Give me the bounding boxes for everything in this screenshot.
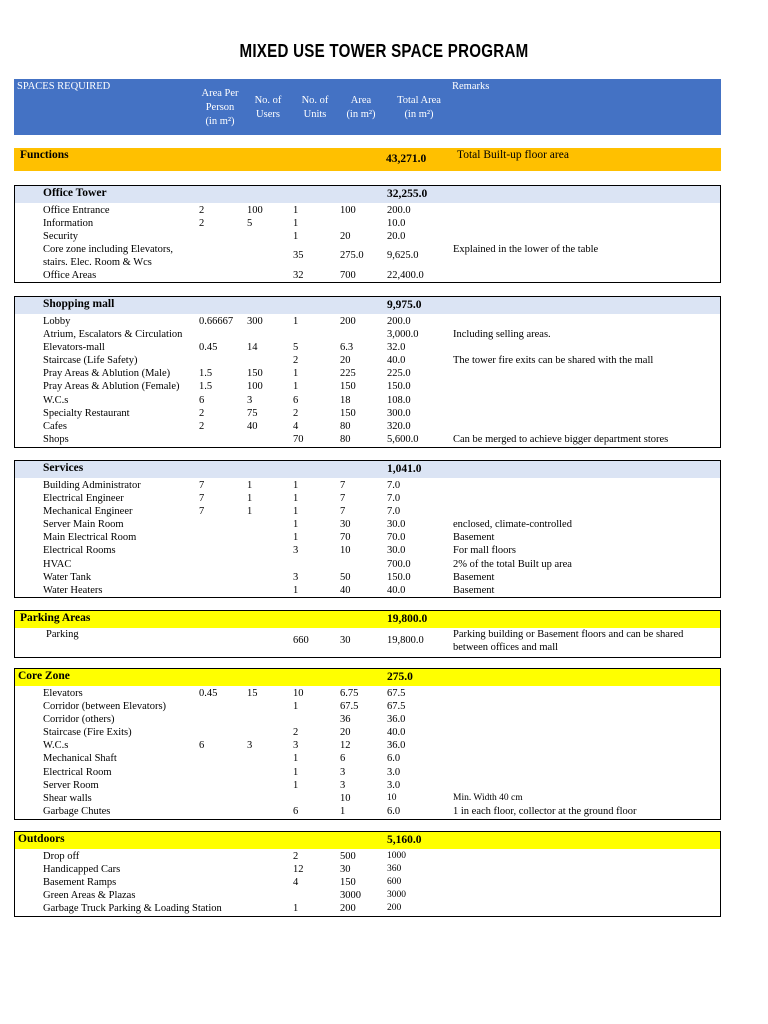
table-row: [15, 492, 720, 505]
row-total: 360: [387, 864, 402, 875]
row-area: 0.45: [199, 688, 218, 699]
row-total: 150.0: [387, 571, 411, 583]
row-aream: 18: [340, 394, 351, 406]
row-units: 1: [293, 368, 299, 380]
row-remark: Can be merged to achieve bigger department stores: [453, 433, 669, 445]
section-office-tower: [14, 185, 721, 283]
row-space-name: Shops: [43, 433, 69, 445]
row-aream: 6: [340, 753, 346, 765]
row-total: 10.0: [387, 218, 406, 230]
section-rows: [15, 687, 720, 818]
row-total: 200.0: [387, 205, 411, 216]
row-units: 3: [293, 571, 299, 583]
row-total: 40.0: [387, 355, 406, 367]
row-units: 70: [293, 433, 304, 445]
row-units: 32: [293, 270, 304, 282]
row-users: 1: [247, 480, 253, 491]
table-row: [15, 752, 720, 765]
row-aream: 12: [340, 740, 351, 752]
table-row: [15, 479, 720, 492]
row-aream: 275.0: [340, 250, 364, 262]
row-total: 30.0: [387, 545, 406, 557]
row-users: 1: [247, 506, 253, 518]
table-row: [15, 889, 720, 902]
row-total: 9,625.0: [387, 250, 419, 262]
row-aream: 80: [340, 420, 351, 432]
header-area-per-person: Area Per Person (in m²): [201, 88, 239, 127]
header-no-of-units: No. of Units: [301, 95, 329, 120]
row-aream: 6.3: [340, 342, 354, 354]
row-total: 3,000.0: [387, 329, 419, 341]
row-space-name: Specialty Restaurant: [43, 407, 130, 419]
row-remark: Explained in the lower of the table: [453, 244, 599, 256]
row-users: 3: [247, 740, 253, 752]
row-area: 1.5: [199, 368, 213, 380]
row-units: 1: [293, 381, 299, 393]
section-outdoors: [14, 831, 721, 917]
table-row: [15, 766, 720, 779]
row-aream: 150: [340, 381, 356, 393]
row-total: 40.0: [387, 584, 406, 596]
row-space-name: Water Tank: [43, 571, 92, 583]
section-label: Shopping mall: [43, 298, 115, 310]
row-area: 2: [199, 407, 205, 419]
section-rows: [15, 850, 720, 915]
row-remark: For mall floors: [453, 545, 516, 557]
row-units: 5: [293, 342, 299, 354]
row-units: 4: [293, 877, 299, 889]
row-area: 2: [199, 205, 205, 216]
row-units: 3: [293, 545, 299, 557]
table-row: [15, 544, 720, 557]
row-aream: 10: [340, 545, 351, 557]
row-space-name: Office Entrance: [43, 205, 110, 216]
section-header-band: [15, 186, 720, 203]
section-header-band: [15, 461, 720, 478]
row-aream: 1: [340, 805, 346, 817]
header-total-area: Total Area (in m²): [397, 95, 441, 120]
table-row: [15, 367, 720, 380]
row-area: 0.45: [199, 342, 218, 354]
row-area: 6: [199, 740, 205, 752]
row-total: 7.0: [387, 480, 401, 491]
row-units: 1: [293, 519, 299, 531]
row-remark: Including selling areas.: [453, 329, 551, 341]
row-aream: 20: [340, 355, 351, 367]
section-total: 1,041.0: [387, 463, 422, 475]
row-users: 1: [247, 493, 253, 505]
row-total: 3.0: [387, 779, 401, 791]
section-header-band: [15, 297, 720, 314]
row-total: 19,800.0: [387, 635, 424, 646]
row-space-name: Information: [43, 218, 94, 230]
row-total: 67.5: [387, 701, 406, 713]
row-users: 100: [247, 381, 263, 393]
section-rows: [15, 315, 720, 446]
section-label: Core Zone: [18, 670, 70, 682]
row-space-name: Security: [43, 231, 78, 243]
row-units: 2: [293, 407, 299, 419]
section-total: 32,255.0: [387, 188, 428, 200]
row-aream: 200: [340, 903, 356, 915]
row-total: 6.0: [387, 753, 401, 765]
section-header-band: [15, 669, 720, 686]
row-space-name: Pray Areas & Ablution (Female): [43, 381, 180, 393]
row-space-name: Garbage Truck Parking & Loading Station: [43, 903, 222, 915]
header-area: Area (in m²): [346, 95, 376, 120]
table-row: [15, 380, 720, 393]
row-remark: 2% of the total Built up area: [453, 558, 572, 570]
row-space-name: Atrium, Escalators & Circulation: [43, 329, 183, 341]
row-space-name: Garbage Chutes: [43, 805, 111, 817]
row-space-name: Mechanical Shaft: [43, 753, 117, 765]
row-remark: The tower fire exits can be shared with the mall: [453, 355, 654, 367]
row-aream: 20: [340, 727, 351, 739]
row-aream: 200: [340, 316, 356, 327]
row-space-name: Building Administrator: [43, 480, 141, 491]
header-remarks: Remarks: [452, 81, 490, 92]
section-total: 9,975.0: [387, 299, 422, 311]
row-units: 2: [293, 727, 299, 739]
section-label: Services: [43, 462, 84, 474]
row-units: 1: [293, 506, 299, 518]
row-aream: 100: [340, 205, 356, 216]
row-area: 6: [199, 394, 205, 406]
row-aream: 500: [340, 851, 356, 862]
row-space-name: Shear walls: [43, 792, 92, 804]
table-row: [15, 269, 720, 282]
table-row: [15, 420, 720, 433]
row-space-name: Lobby: [43, 316, 71, 327]
row-aream: 3000: [340, 890, 361, 902]
section-shopping-mall: [14, 296, 721, 448]
row-area: 2: [199, 218, 205, 230]
row-area: 1.5: [199, 381, 213, 393]
functions-total: 43,271.0: [386, 153, 427, 165]
row-total: 200: [387, 903, 402, 914]
table-row: [15, 505, 720, 518]
row-aream: 10: [340, 792, 351, 804]
row-users: 75: [247, 407, 258, 419]
table-row: [15, 518, 720, 531]
row-space-name: Electrical Rooms: [43, 545, 116, 557]
row-space-name: HVAC: [43, 558, 72, 570]
table-row: [15, 204, 720, 217]
table-row: [15, 328, 720, 341]
row-total: 5,600.0: [387, 433, 419, 445]
section-header-band: [15, 611, 720, 628]
row-total: 30.0: [387, 519, 406, 531]
table-row: [15, 713, 720, 726]
row-total: 22,400.0: [387, 270, 424, 282]
table-row: [15, 354, 720, 367]
row-aream: 3: [340, 766, 346, 778]
section-parking-areas: [14, 610, 721, 658]
row-aream: 7: [340, 506, 346, 518]
row-space-name: Mechanical Engineer: [43, 506, 133, 518]
row-units: 1: [293, 218, 299, 230]
section-total: 275.0: [387, 671, 413, 683]
row-total: 36.0: [387, 714, 406, 726]
table-row: [15, 433, 720, 446]
row-space-name: Main Electrical Room: [43, 532, 137, 544]
row-remark: Parking building or Basement floors and can be shared between offices and mall: [453, 629, 684, 653]
row-total: 3.0: [387, 766, 401, 778]
row-space-name: Electrical Room: [43, 766, 112, 778]
row-units: 1: [293, 205, 299, 216]
row-units: 1: [293, 701, 299, 713]
row-units: 1: [293, 766, 299, 778]
row-aream: 700: [340, 270, 356, 282]
row-aream: 225: [340, 368, 356, 380]
row-aream: 6.75: [340, 688, 359, 699]
row-total: 20.0: [387, 231, 406, 243]
row-units: 1: [293, 753, 299, 765]
row-units: 1: [293, 316, 299, 327]
header-spaces-required: SPACES REQUIRED: [17, 81, 111, 92]
row-units: 660: [293, 635, 309, 646]
table-row: [15, 243, 720, 269]
table-row: [15, 902, 720, 915]
row-total: 70.0: [387, 532, 406, 544]
row-users: 40: [247, 420, 258, 432]
row-units: 1: [293, 493, 299, 505]
page-title: MIXED USE TOWER SPACE PROGRAM: [239, 41, 529, 61]
row-units: 1: [293, 903, 299, 915]
row-users: 100: [247, 205, 263, 216]
row-aream: 40: [340, 584, 351, 596]
row-total: 225.0: [387, 368, 411, 380]
section-total: 5,160.0: [387, 834, 422, 846]
table-row: [15, 863, 720, 876]
row-units: 2: [293, 355, 299, 367]
row-units: 1: [293, 480, 299, 491]
row-aream: 20: [340, 231, 351, 243]
header-no-of-users: No. of Users: [254, 95, 282, 120]
row-space-name: Server Main Room: [43, 519, 124, 531]
row-total: 200.0: [387, 316, 411, 327]
row-aream: 80: [340, 433, 351, 445]
section-label: Outdoors: [18, 833, 65, 845]
row-space-name: Corridor (between Elevators): [43, 701, 167, 713]
row-units: 10: [293, 688, 304, 699]
section-core-zone: [14, 668, 721, 820]
row-space-name: Electrical Engineer: [43, 493, 124, 505]
row-remark: enclosed, climate-controlled: [453, 519, 572, 531]
row-aream: 70: [340, 532, 351, 544]
row-total: 3000: [387, 890, 406, 901]
row-space-name: W.C.s: [43, 740, 69, 752]
row-space-name: Water Heaters: [43, 584, 103, 596]
row-total: 40.0: [387, 727, 406, 739]
row-aream: 150: [340, 877, 356, 889]
row-space-name: Core zone including Elevators, stairs. Elec. Room & Wcs: [43, 244, 174, 269]
table-row: [15, 876, 720, 889]
row-users: 3: [247, 394, 253, 406]
row-units: 6: [293, 805, 299, 817]
row-aream: 7: [340, 480, 346, 491]
row-units: 35: [293, 250, 304, 262]
row-area: 7: [199, 493, 205, 505]
table-row: [15, 230, 720, 243]
row-units: 1: [293, 231, 299, 243]
section-label: Office Tower: [43, 187, 107, 199]
row-units: 12: [293, 864, 304, 876]
row-area: 2: [199, 420, 205, 432]
row-aream: 30: [340, 519, 351, 531]
row-aream: 7: [340, 493, 346, 505]
table-row: [15, 407, 720, 420]
table-row: [15, 792, 720, 805]
table-row: [15, 558, 720, 571]
section-rows: [15, 479, 720, 597]
row-total: 10: [387, 792, 397, 803]
table-row: [15, 700, 720, 713]
table-row: [15, 217, 720, 230]
row-total: 1000: [387, 851, 406, 861]
row-space-name: Handicapped Cars: [43, 864, 121, 876]
section-total: 19,800.0: [387, 613, 428, 625]
row-remark: Basement: [453, 532, 495, 544]
row-users: 5: [247, 218, 253, 230]
table-row: [15, 315, 720, 328]
row-aream: 3: [340, 779, 346, 791]
row-space-name: Cafes: [43, 420, 67, 432]
table-row: [15, 571, 720, 584]
row-space-name: W.C.s: [43, 394, 69, 406]
row-space-name: Elevators: [43, 688, 83, 699]
row-space-name: Drop off: [43, 851, 80, 862]
section-label: Parking Areas: [20, 612, 91, 624]
row-users: 14: [247, 342, 258, 354]
row-space-name: Pray Areas & Ablution (Male): [43, 368, 171, 380]
row-units: 4: [293, 420, 299, 432]
row-space-name: Staircase (Life Safety): [43, 355, 138, 367]
row-total: 36.0: [387, 740, 406, 752]
table-row: [15, 394, 720, 407]
row-area: 0.66667: [199, 316, 234, 327]
row-space-name: Staircase (Fire Exits): [43, 727, 132, 739]
row-area: 7: [199, 480, 205, 491]
table-header: [14, 79, 721, 135]
section-rows: [15, 628, 720, 654]
table-row: [15, 805, 720, 818]
row-space-name: Office Areas: [43, 270, 97, 282]
row-space-name: Corridor (others): [43, 714, 115, 726]
row-total: 320.0: [387, 420, 411, 432]
row-area: 7: [199, 506, 205, 518]
row-aream: 36: [340, 714, 351, 726]
row-units: 1: [293, 779, 299, 791]
row-users: 150: [247, 368, 263, 380]
row-units: 1: [293, 532, 299, 544]
row-space-name: Parking: [46, 629, 79, 640]
row-users: 15: [247, 688, 258, 699]
table-row: [15, 850, 720, 863]
section-services: [14, 460, 721, 598]
row-space-name: Green Areas & Plazas: [43, 890, 136, 902]
row-units: 3: [293, 740, 299, 752]
row-users: 300: [247, 316, 263, 327]
row-aream: 67.5: [340, 701, 359, 713]
row-total: 600: [387, 877, 402, 888]
row-total: 7.0: [387, 506, 401, 518]
row-aream: 150: [340, 407, 356, 419]
row-space-name: Basement Ramps: [43, 877, 117, 889]
row-space-name: Elevators-mall: [43, 342, 105, 354]
row-remark: Basement: [453, 584, 495, 596]
row-aream: 30: [340, 635, 351, 646]
table-row: [15, 628, 720, 654]
row-total: 300.0: [387, 407, 411, 419]
row-remark: Basement: [453, 571, 495, 583]
section-rows: [15, 204, 720, 282]
row-total: 108.0: [387, 394, 411, 406]
table-row: [15, 584, 720, 597]
section-header-band: [15, 832, 720, 849]
row-aream: 50: [340, 571, 351, 583]
table-row: [15, 687, 720, 700]
row-units: 1: [293, 584, 299, 596]
row-space-name: Server Room: [43, 779, 99, 791]
functions-label: Functions: [20, 149, 69, 161]
table-row: [15, 531, 720, 544]
row-units: 6: [293, 394, 299, 406]
functions-remark: Total Built-up floor area: [457, 149, 569, 161]
table-row: [15, 726, 720, 739]
row-total: 67.5: [387, 688, 406, 699]
row-units: 2: [293, 851, 299, 862]
row-remark: 1 in each floor, collector at the ground floor: [453, 805, 637, 817]
table-row: [15, 779, 720, 792]
row-aream: 30: [340, 864, 351, 876]
table-row: [15, 341, 720, 354]
row-total: 6.0: [387, 805, 401, 817]
row-remark: Min. Width 40 cm: [453, 792, 523, 803]
table-row: [15, 739, 720, 752]
functions-summary-row: [14, 148, 721, 171]
row-total: 7.0: [387, 493, 401, 505]
row-total: 32.0: [387, 342, 406, 354]
row-total: 150.0: [387, 381, 411, 393]
row-total: 700.0: [387, 558, 411, 570]
